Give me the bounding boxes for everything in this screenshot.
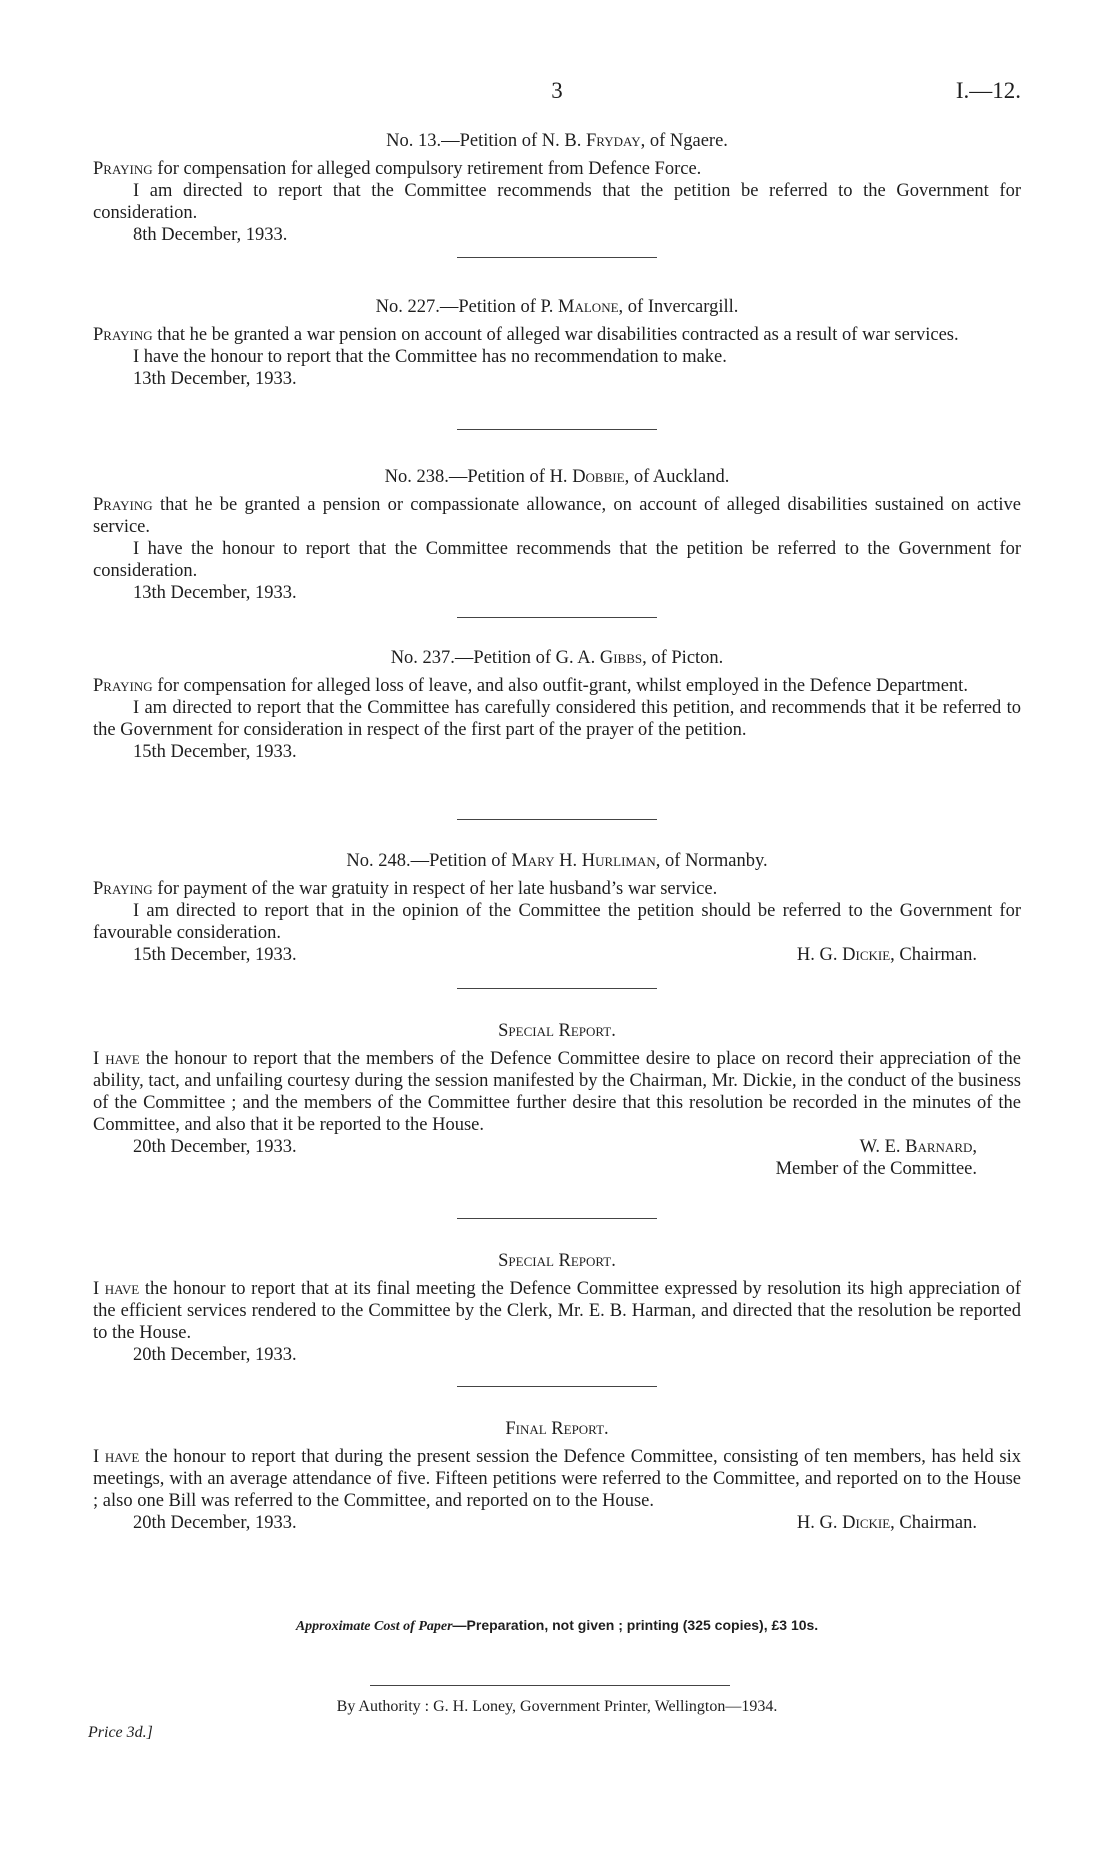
petition-heading: No. 227.—Petition of P. Malone, of Invercargill.: [375, 297, 739, 317]
date-signature-line: [93, 1512, 1021, 1534]
special-report-1: [93, 1020, 1021, 1180]
signature-title: Member of the Committee.: [775, 1159, 977, 1179]
petitioner-name: Fryday: [585, 131, 641, 151]
final-report: [93, 1418, 1021, 1534]
petition-heading: No. 248.—Petition of Mary H. Hurliman, of Normanby.: [346, 851, 768, 871]
report-text: I am directed to report that the Committee has carefully considered this petition, and recommends that it be referred to the Government for consideration in respect of the first part of the prayer of the petition.: [93, 698, 1021, 740]
prayer-text: Praying that he be granted a pension or compassionate allowance, on account of alleged disabilities sustained on active service.: [93, 495, 1021, 537]
report-text: I have the honour to report that the members of the Defence Committee desire to place on record their appreciation of the ability, tact, and unfailing courtesy during the session manifested by the Chairman, Mr. Dickie, in the conduct of the business of the Committee ; and the members of the Committee further desire that this resolution be recorded in the minutes of the Committee, and also that it be reported to the House.: [93, 1049, 1022, 1135]
petition-248: [93, 850, 1021, 966]
report-date: 15th December, 1933.: [133, 945, 297, 965]
petitioner-name: Gibbs: [599, 648, 643, 668]
date-signature-line: [93, 1136, 1021, 1158]
section-heading: Special Report.: [498, 1251, 616, 1271]
page-number: 3: [551, 78, 563, 103]
section-heading: Final Report.: [505, 1419, 609, 1439]
report-text: I have the honour to report that the Committee has no recommendation to make.: [133, 347, 727, 367]
report-text: I have the honour to report that the Committee recommends that the petition be referred to the Government for consideration.: [93, 539, 1021, 581]
approximate-cost: Approximate Cost of Paper—Preparation, not given ; printing (325 copies), £3 10s.: [295, 1617, 819, 1634]
report-date: 20th December, 1933.: [133, 1513, 297, 1533]
date-signature-line: [93, 944, 1021, 966]
divider: [457, 819, 657, 820]
petitioner-name: Malone: [558, 297, 619, 317]
petition-237: [93, 647, 1021, 763]
chairman-signature: H. G. Dickie, Chairman.: [796, 1513, 977, 1533]
special-report-2: [93, 1250, 1021, 1366]
report-date: 13th December, 1933.: [133, 369, 297, 389]
report-text: I am directed to report that in the opinion of the Committee the petition should be referred to the Government for favourable consideration.: [93, 901, 1021, 943]
divider: [457, 617, 657, 618]
report-text: I have the honour to report that at its final meeting the Defence Committee expressed by resolution its high appreciation of the efficient services rendered to the Committee by the Clerk, Mr. E. B. Harman, and directed that the resolution be reported to the House.: [93, 1279, 1021, 1343]
petition-227: [93, 296, 1021, 390]
petitioner-name: Dobbie: [572, 467, 625, 487]
divider: [457, 257, 657, 258]
petitioner-name: Mary H. Hurliman: [511, 851, 656, 871]
petition-13: [93, 130, 1021, 246]
printer-authority: By Authority : G. H. Loney, Government Printer, Wellington—1934.: [336, 1698, 778, 1715]
series-number: I.—12.: [955, 78, 1021, 103]
report-text: I am directed to report that the Committee recommends that the petition be referred to the Government for consideration.: [93, 181, 1021, 223]
divider: [457, 988, 657, 989]
member-signature: W. E. Barnard,: [859, 1137, 977, 1157]
divider: [457, 1218, 657, 1219]
report-date: 13th December, 1933.: [133, 583, 297, 603]
divider: [457, 429, 657, 430]
prayer-text: Praying for compensation for alleged compulsory retirement from Defence Force.: [93, 159, 702, 179]
petition-heading: No. 13.—Petition of N. B. Fryday, of Ngaere.: [386, 131, 728, 151]
petition-heading: No. 237.—Petition of G. A. Gibbs, of Picton.: [390, 648, 724, 668]
petition-heading: No. 238.—Petition of H. Dobbie, of Auckland.: [384, 467, 730, 487]
chairman-signature: H. G. Dickie, Chairman.: [796, 945, 977, 965]
footer-divider: [370, 1685, 730, 1686]
petition-238: [93, 466, 1021, 604]
report-date: 15th December, 1933.: [133, 742, 297, 762]
prayer-text: Praying that he be granted a war pension on account of alleged war disabilities contracted as a result of war services.: [93, 325, 959, 345]
prayer-text: Praying for payment of the war gratuity in respect of her late husband’s war service.: [93, 879, 718, 899]
report-text: I have the honour to report that during the present session the Defence Committee, consisting of ten members, has held six meetings, with an average attendance of five. Fifteen petitions were referred to the Committee, and reported on to the House ; also one Bill was referred to the Committee, and reported on to the House.: [93, 1447, 1021, 1511]
report-date: 20th December, 1933.: [133, 1345, 297, 1365]
report-date: 8th December, 1933.: [133, 225, 288, 245]
divider: [457, 1386, 657, 1387]
report-date: 20th December, 1933.: [133, 1137, 297, 1157]
prayer-text: Praying for compensation for alleged loss of leave, and also outfit-grant, whilst employed in the Defence Department.: [93, 676, 968, 696]
price-label: Price 3d.]: [88, 1724, 153, 1741]
section-heading: Special Report.: [498, 1021, 616, 1041]
